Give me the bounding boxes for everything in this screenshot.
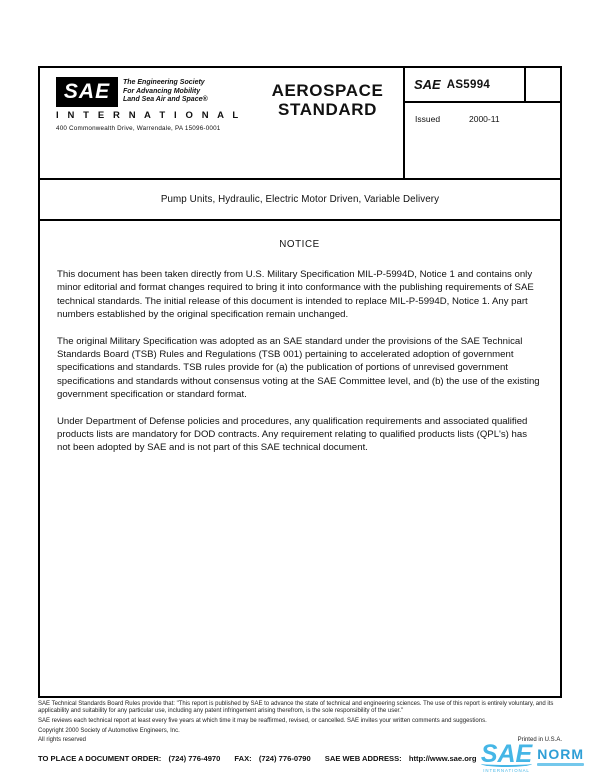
copyright-line: Copyright 2000 Society of Automotive Engineers, Inc.: [38, 727, 180, 734]
sae-logo: [56, 77, 118, 107]
doc-type-line-1: AEROSPACE: [271, 81, 384, 100]
society-tagline: [123, 77, 208, 105]
watermark-norm-label: NORM: [537, 746, 584, 762]
doc-number-row: [405, 68, 560, 103]
notice-heading: NOTICE: [279, 239, 320, 250]
doc-number-spare-cell: [524, 68, 560, 101]
watermark-international-label: INTERNATIONAL: [483, 768, 530, 773]
issued-row: [405, 103, 560, 124]
fax-number: (724) 776-0790: [258, 754, 311, 763]
doc-type-line-2: STANDARD: [278, 100, 377, 119]
society-line-3: Land Sea Air and Space®: [123, 96, 208, 103]
order-label: TO PLACE A DOCUMENT ORDER:: [38, 754, 162, 763]
watermark-tagline-bar: [537, 763, 584, 766]
footnotes: [38, 701, 562, 745]
notice-paragraph-1: This document has been taken directly from U.S. Military Specification MIL-P-5994D, Notice 1 and contains only minor editorial and format changes required to bring it into conformance with the publishing requirements of SAE technical standards. The initial release of this document is intended to replace MIL-P-5994D, Notice 1. Any part numbers established by the original specification remain unchanged.: [57, 269, 534, 320]
publisher-block: [40, 68, 252, 178]
issued-date: 2000-11: [469, 114, 500, 124]
sae-mark: SAE: [414, 77, 441, 92]
notice-paragraph-3: Under Department of Defense policies and procedures, any qualification requirements and associated qualified products lists are mandatory for DOD contracts. Any requirement relating to qualified products lists (QPL's) has not been adopted by SAE and is not part of this SAE technical document.: [57, 416, 528, 454]
watermark-sae-logo: SAE: [480, 740, 533, 768]
document-number: AS5994: [446, 78, 491, 91]
society-line-1: The Engineering Society: [123, 79, 205, 86]
sae-logo-text: SAE: [63, 80, 111, 103]
rights-line: All rights reserved: [38, 737, 87, 744]
standard-cover-box: [38, 66, 562, 698]
standard-title-band: [40, 180, 560, 221]
standard-title: Pump Units, Hydraulic, Electric Motor Driven, Variable Delivery: [160, 194, 440, 205]
international-label: I N T E R N A T I O N A L: [56, 110, 242, 121]
notice-section: [40, 221, 560, 469]
document-order-line: [38, 754, 478, 763]
order-phone: (724) 776-4970: [168, 754, 221, 763]
disclaimer-2: SAE reviews each technical report at least every five years at which time it may be reaffirmed, revised, or cancelled. SAE invites your written comments and suggestions.: [38, 717, 487, 724]
document-type-block: [252, 68, 403, 178]
fax-label: FAX:: [234, 754, 252, 763]
document-number-block: [403, 68, 560, 178]
disclaimer-1: SAE Technical Standards Board Rules provide that: "This report is published by SAE to advance the state of technical and engineering sciences. The use of this report is entirely voluntary, and its applicability and suitability for any particular use, including any patent infringement arising therefrom, is the sole responsibility of the user.": [38, 701, 554, 715]
web-address-url: http://www.sae.org: [408, 754, 477, 763]
notice-paragraph-2: The original Military Specification was adopted as an SAE standard under the provisions of the SAE Technical Standards Board (TSB) Rules and Regulations (TSB 001) pertaining to accelerated adoption of government specifications and standards. TSB rules provide for (a) the publication of portions of unrevised government specifications and standards without consensus voting at the SAE Committee level, and (b) the use of the existing government specification or standard format.: [57, 336, 540, 400]
printed-line: Printed in U.S.A.: [517, 737, 562, 744]
web-address-label: SAE WEB ADDRESS:: [324, 754, 402, 763]
publisher-address: 400 Commonwealth Drive, Warrendale, PA 15096-0001: [56, 125, 221, 132]
society-line-2: For Advancing Mobility: [123, 87, 201, 95]
cover-header: [40, 68, 560, 180]
issued-label: Issued: [415, 114, 441, 124]
